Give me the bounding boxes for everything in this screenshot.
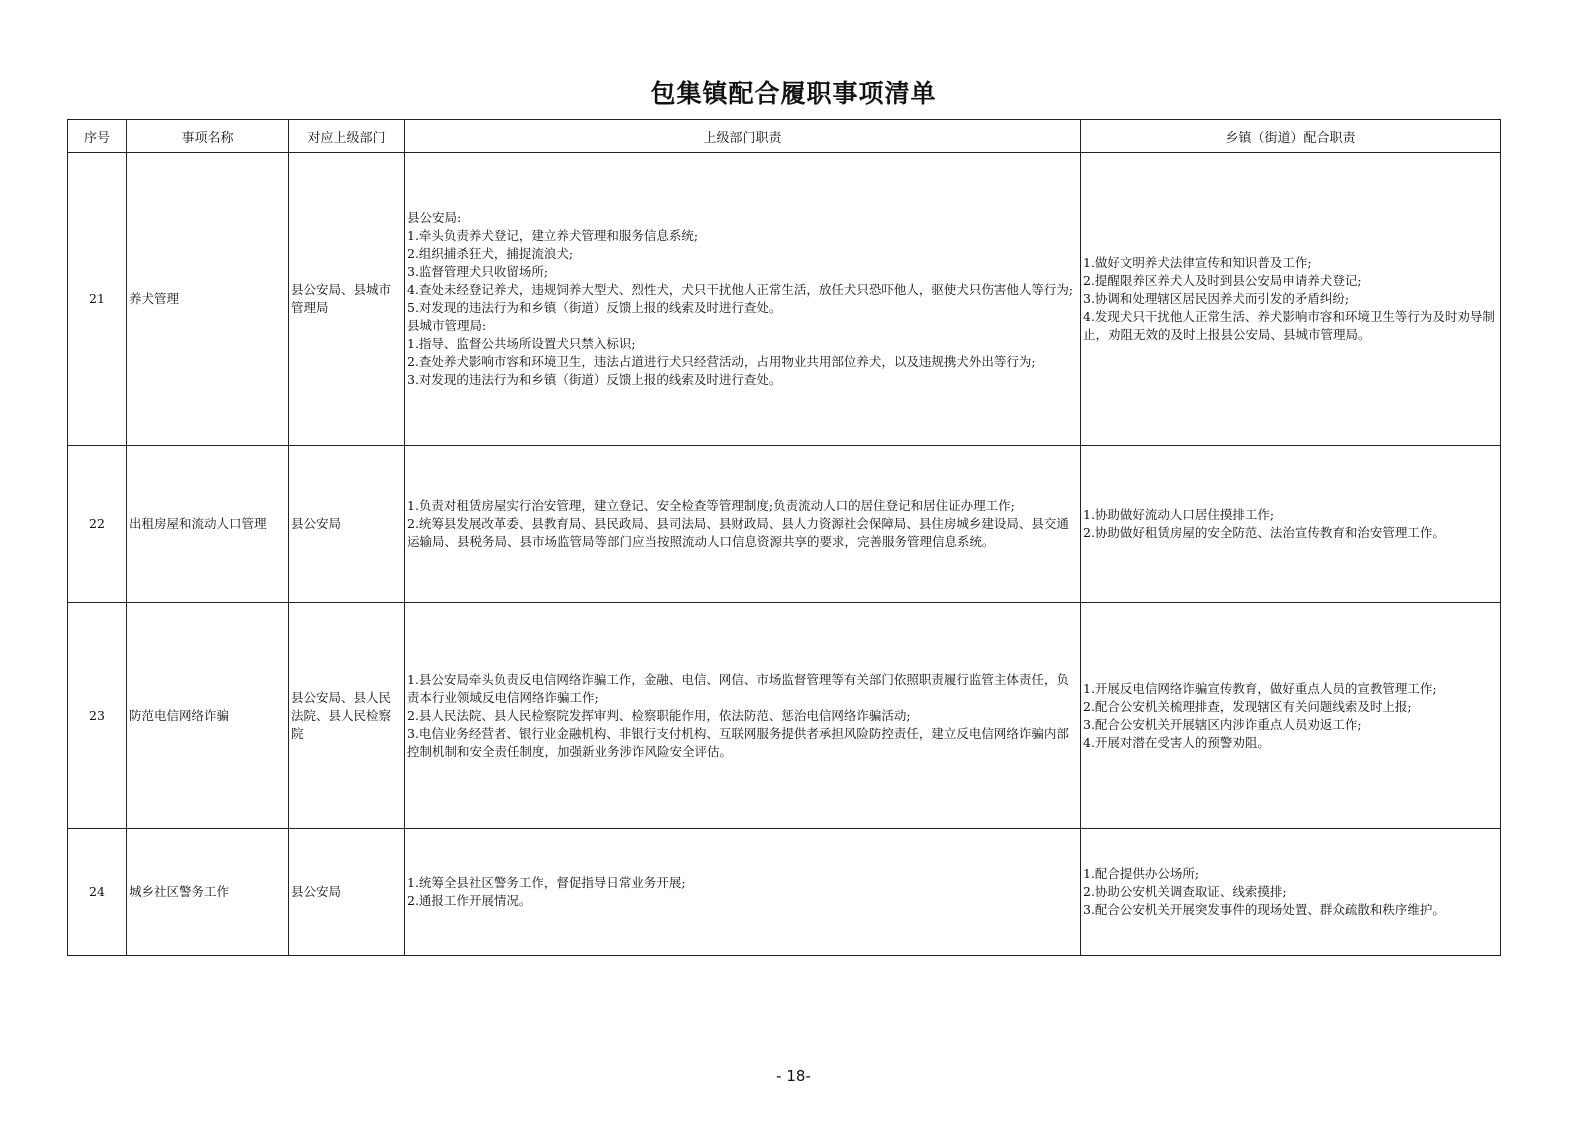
cell-seq: 23 (68, 603, 127, 829)
cell-name: 出租房屋和流动人口管理 (127, 446, 289, 603)
cell-duty: 1.负责对租赁房屋实行治安管理，建立登记、安全检查等管理制度;负责流动人口的居住登记和居住证办理工作; 2.统筹县发展改革委、县教育局、县民政局、县司法局、县财政局、县人力资源社会保障局、县住房城乡建设局、县交通运输局、县税务局、县市场监管局等部门应当按照流动人口信息资源共享的要求，完善服务管理信息系统。 (405, 446, 1081, 603)
duty-table (67, 119, 1501, 956)
cell-dept: 县公安局、县城市管理局 (289, 153, 405, 446)
cell-dept: 县公安局 (289, 829, 405, 956)
cell-seq: 21 (68, 153, 127, 446)
cell-seq: 22 (68, 446, 127, 603)
cell-dept: 县公安局 (289, 446, 405, 603)
table-row (68, 829, 1501, 956)
cell-name: 养犬管理 (127, 153, 289, 446)
header-name: 事项名称 (127, 120, 289, 153)
cell-coop: 1.协助做好流动人口居住摸排工作; 2.协助做好租赁房屋的安全防范、法治宣传教育和治安管理工作。 (1081, 446, 1501, 603)
table-row (68, 603, 1501, 829)
cell-seq: 24 (68, 829, 127, 956)
cell-duty: 1.统筹全县社区警务工作，督促指导日常业务开展; 2.通报工作开展情况。 (405, 829, 1081, 956)
cell-coop: 1.做好文明养犬法律宣传和知识普及工作; 2.提醒限养区养犬人及时到县公安局申请养犬登记; 3.协调和处理辖区居民因养犬而引发的矛盾纠纷; 4.发现犬只干扰他人正常生活、养犬影响市容和环境卫生等行为及时劝导制止，劝阻无效的及时上报县公安局、县城市管理局。 (1081, 153, 1501, 446)
page-number: - 18- (776, 1067, 811, 1085)
cell-duty: 1.县公安局牵头负责反电信网络诈骗工作，金融、电信、网信、市场监督管理等有关部门依照职责履行监管主体责任，负责本行业领域反电信网络诈骗工作; 2.县人民法院、县人民检察院发挥审判、检察职能作用，依法防范、惩治电信网络诈骗活动; 3.电信业务经营者、银行业金融机构、非银行支付机构、互联网服务提供者承担风险防控责任，建立反电信网络诈骗内部控制机制和安全责任制度，加强新业务涉诈风险安全评估。 (405, 603, 1081, 829)
table-row (68, 446, 1501, 603)
header-seq: 序号 (68, 120, 127, 153)
table-header-row (68, 120, 1501, 153)
table-row (68, 153, 1501, 446)
cell-coop: 1.开展反电信网络诈骗宣传教育，做好重点人员的宣教管理工作; 2.配合公安机关梳理排查，发现辖区有关问题线索及时上报; 3.配合公安机关开展辖区内涉诈重点人员劝返工作; 4.开展对潜在受害人的预警劝阻。 (1081, 603, 1501, 829)
cell-coop: 1.配合提供办公场所; 2.协助公安机关调查取证、线索摸排; 3.配合公安机关开展突发事件的现场处置、群众疏散和秩序维护。 (1081, 829, 1501, 956)
cell-name: 防范电信网络诈骗 (127, 603, 289, 829)
cell-dept: 县公安局、县人民法院、县人民检察院 (289, 603, 405, 829)
header-dept: 对应上级部门 (289, 120, 405, 153)
cell-name: 城乡社区警务工作 (127, 829, 289, 956)
header-coop: 乡镇（街道）配合职责 (1081, 120, 1501, 153)
header-duty: 上级部门职责 (405, 120, 1081, 153)
cell-duty: 县公安局: 1.牵头负责养犬登记，建立养犬管理和服务信息系统; 2.组织捕杀狂犬，捕捉流浪犬; 3.监督管理犬只收留场所; 4.查处未经登记养犬，违规饲养大型犬、烈性犬，犬只干扰他人正常生活，放任犬只恐吓他人，驱使犬只伤害他人等行为; 5.对发现的违法行为和乡镇（街道）反馈上报的线索及时进行查处。 县城市管理局: 1.指导、监督公共场所设置犬只禁入标识; 2.查处养犬影响市容和环境卫生，违法占道进行犬只经营活动，占用物业共用部位养犬，以及违规携犬外出等行为; 3.对发现的违法行为和乡镇（街道）反馈上报的线索及时进行查处。 (405, 153, 1081, 446)
page-title: 包集镇配合履职事项清单 (650, 79, 937, 108)
